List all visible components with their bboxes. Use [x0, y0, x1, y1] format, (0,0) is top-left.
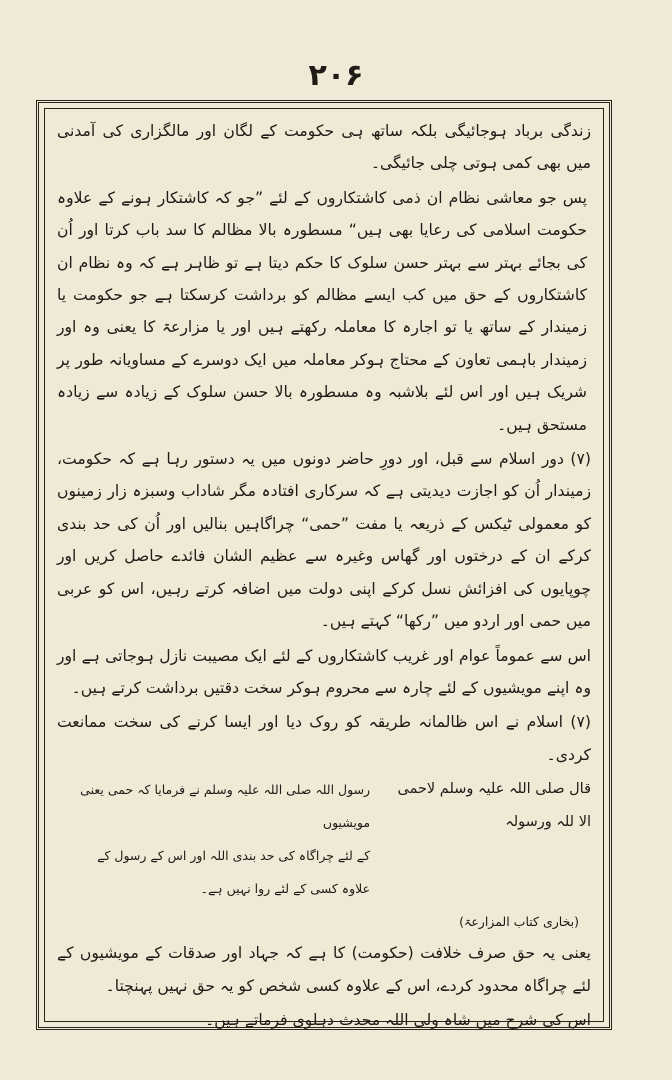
paragraph-hardship: اس سے عموماً عوام اور غریب کاشتکاروں کے لئے ایک مصیبت نازل ہوجاتی ہے اور وہ اپنے مویشیوں کے لئے چارہ سے محروم ہوکر سخت دقتیں برداشت کرتے ہیں۔ — [57, 646, 591, 697]
hadith-reference: (بخاری کتاب المزارعۃ) — [459, 914, 579, 930]
paragraph-continuation: زندگی برباد ہوجائیگی بلکہ ساتھ ہی حکومت کے لگان اور مالگزاری کی آمدنی میں بھی کمی ہوتی چلی جائیگی۔ — [57, 122, 591, 173]
hadith-block — [57, 773, 591, 905]
paragraph-shah-waliullah: اس کی شرح میں شاہ ولی اللہ محدث دہلوی فرماتے ہیں۔ — [205, 1010, 591, 1029]
hadith-arabic — [388, 773, 591, 905]
paragraph-caliphate-right: یعنی یہ حق صرف خلافت (حکومت) کا ہے کہ جہاد اور صدقات کے مویشیوں کے لئے چراگاہ محدود کردے، اس کے علاوہ کسی شخص کو یہ حق نہیں پہنچتا۔ — [57, 944, 591, 995]
page-frame — [36, 100, 612, 1030]
paragraph-islam-prohibition: (۷) اسلام نے اس ظالمانہ طریقہ کو روک دیا اور ایسا کرنے کی سخت ممانعت کردی۔ — [57, 713, 591, 764]
page-number: ۲۰۶ — [308, 58, 364, 93]
hadith-arabic-line: الا للہ ورسولہ — [505, 814, 591, 831]
hadith-translation-line: علاوہ کسی کے لئے روا نہیں ہے۔ — [200, 881, 371, 897]
hadith-translation-line: کے لئے چراگاہ کی حد بندی اللہ اور اس کے رسول کے — [97, 848, 371, 864]
paragraph-economic-system: پس جو معاشی نظام ان ذمی کاشتکاروں کے لئے ”جو کہ کاشتکار ہونے کے علاوہ حکومت اسلامی کی رعایا بھی ہیں“ مسطورہ بالا مظالم کا سد باب کرتا اور اُن کی بجائے بہتر سے بہتر حسن سلوک کا حکم دیتا ہے تو ظاہر ہے کہ وہ نظام ان کاشتکاروں کے حق میں کب ایسے مظالم کو برداشت کرسکتا ہے جو حکومت یا زمیندار کے ساتھ یا تو اجارہ کا معاملہ رکھتے ہیں اور یا مزارعۃ کا یعنی وہ اور زمیندار باہمی تعاون کے محتاج ہوکر معاملہ میں ایک دوسرے کے مساویانہ طور پر شریک ہیں اور اس لئے بلاشبہ وہ مسطورہ بالا حسن سلوک کے زیادہ سے زیادہ مستحق ہیں۔ — [57, 188, 587, 434]
hadith-translation — [60, 773, 370, 905]
paragraph-point-7-hima: (۷) دور اسلام سے قبل، اور دورِ حاضر دونوں میں یہ دستور رہا ہے کہ حکومت، زمیندار اُن کو اجازت دیدیتی ہے کہ سرکاری افتادہ مگر شاداب وسبزہ زار زمینوں کو معمولی ٹیکس کے ذریعہ یا مفت ”حمی“ چراگاہیں بنالیں اور اُن کی حد بندی کرکے ان کے درختوں اور گھاس وغیرہ سے عظیم الشان فائدے حاصل کریں اور چوپایوں کی افزائش نسل کرکے اپنی دولت میں اضافہ کرتے رہیں، اس کو عربی میں حمی اور اردو میں ”رکھا“ کہتے ہیں۔ — [57, 450, 591, 631]
hadith-translation-line: رسول اللہ صلی اللہ علیہ وسلم نے فرمایا کہ حمی یعنی مویشیوں — [80, 782, 371, 831]
body-text — [57, 115, 591, 1036]
hadith-arabic-line: قال صلی اللہ علیہ وسلم لاحمی — [397, 781, 591, 798]
